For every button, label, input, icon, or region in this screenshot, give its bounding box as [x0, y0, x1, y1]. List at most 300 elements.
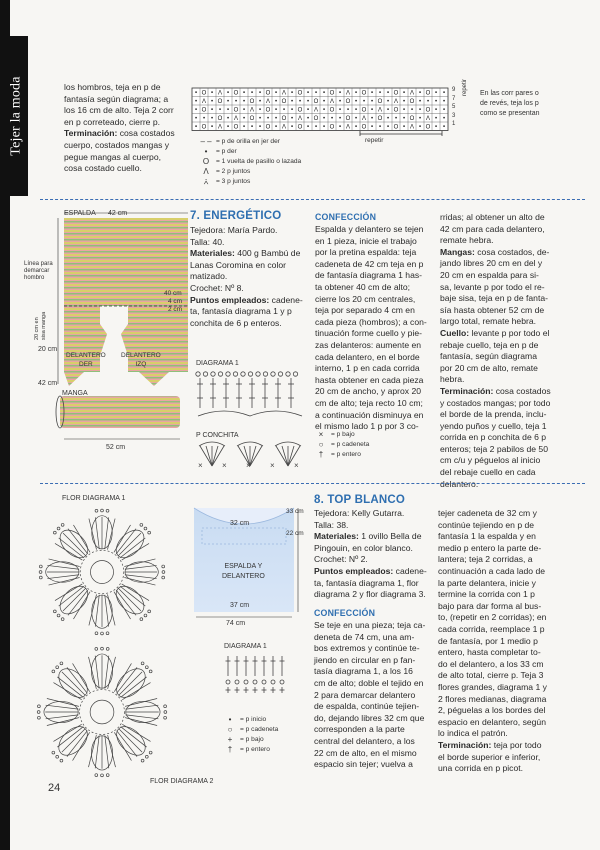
stitch-legend-8: [224, 715, 278, 755]
chart-symbol: •: [386, 90, 390, 97]
text-line: cada corrida, reemplace 1 p: [438, 623, 545, 634]
text-line: rridas; al obtener un alto de: [440, 212, 545, 222]
chart-symbol: O: [281, 116, 287, 122]
text-line: la parte delantera, inicie y: [438, 577, 536, 588]
chart-symbol: •: [322, 107, 326, 114]
flower-picot: [148, 610, 151, 613]
flower-picot: [164, 711, 167, 714]
stitch-mark: [275, 442, 301, 446]
legend-symbol: ○: [227, 725, 233, 734]
flower-stitch: [105, 595, 109, 627]
chart-symbol: •: [298, 99, 302, 105]
chart-symbol: •: [290, 107, 294, 114]
flower-picot: [162, 571, 165, 574]
flower-stitch: [105, 656, 109, 689]
stitch-mark: [212, 446, 218, 466]
chart-symbol: O: [345, 116, 351, 122]
text-line: espacio en delantero, según: [438, 716, 546, 727]
text-line: los 16 cm de alto. Teja 2 corr: [64, 105, 174, 116]
flor-diagrama-1-label: FLOR DIAGRAMA 1: [62, 495, 126, 502]
chart-symbol: Λ: [281, 124, 287, 131]
stitch-mark: [282, 446, 288, 466]
termination-label: Terminación:: [64, 128, 118, 139]
chart-symbol: O: [297, 90, 303, 97]
stitch-mark: ×: [198, 461, 203, 470]
chart-symbol: •: [210, 124, 214, 131]
stitch-mark: [253, 680, 257, 684]
energetico-schematic: [24, 206, 194, 464]
legend-row: [315, 440, 369, 450]
chart-symbol: O: [329, 124, 335, 131]
espalda-label: ESPALDA: [64, 210, 96, 217]
note-line: 20 cm en: [34, 317, 40, 340]
chart-symbol: O: [249, 116, 255, 122]
chart-symbol: •: [242, 107, 246, 114]
flower-stitch: [89, 735, 97, 767]
chart-symbol: •: [354, 116, 358, 122]
text-line: ta, fantasía diagrama 1 y p: [190, 306, 292, 317]
flower-center: [90, 560, 113, 583]
flower-stitch: [49, 577, 80, 585]
chart-symbol: •: [210, 90, 214, 97]
legend-text: = p entero: [240, 746, 270, 753]
pattern8-specs: [314, 508, 434, 601]
text-line: central del delantero, a los: [314, 735, 415, 746]
text-line: conchita de 6 p enteros.: [190, 317, 282, 328]
dim-4cm: 4 cm: [168, 298, 183, 305]
legend-row: [200, 167, 301, 177]
flower-stitch: [95, 736, 99, 769]
flower-ring: [80, 550, 124, 594]
pattern8-col2: [438, 508, 558, 740]
diagram1-label-8: DIAGRAMA 1: [224, 643, 267, 650]
flower-picot: [106, 647, 109, 650]
chart-symbol: O: [377, 116, 383, 122]
stitch-mark: [250, 446, 262, 466]
flower-stitch: [47, 565, 79, 569]
text-line: zas delanteros: aumente en: [315, 339, 422, 350]
text-line: espacio sin tejer; vuelva a: [314, 759, 413, 770]
stitch-mark: [233, 372, 237, 376]
flower-picot: [95, 647, 98, 650]
section-divider: [40, 199, 585, 200]
chart-symbol: •: [226, 124, 230, 131]
flower-picot: [101, 774, 104, 777]
chart-symbol: Λ: [217, 124, 223, 131]
legend-symbol: •: [228, 715, 232, 724]
chart-symbol: O: [265, 90, 271, 97]
text-line: fantasía según diagrama; a: [64, 93, 169, 104]
chart-symbol: •: [194, 99, 198, 105]
stitch-mark: ×: [270, 461, 275, 470]
cuello-label: Cuello:: [440, 327, 470, 338]
terminacion-label: Terminación:: [440, 385, 494, 396]
chart-symbol: •: [410, 107, 414, 114]
stitch-mark: [199, 442, 225, 446]
flower-stitch: [126, 715, 159, 719]
text-line: cosa costados: [117, 128, 175, 139]
flower-stitch: [107, 519, 115, 550]
section-divider: [40, 483, 585, 484]
chart-symbol: •: [274, 107, 278, 114]
chart-symbol: Λ: [425, 116, 431, 122]
legend-text: = p inicio: [240, 716, 267, 723]
chart-symbol: •: [402, 116, 406, 122]
chart-symbol: •: [354, 90, 358, 97]
pattern7-specs: [190, 225, 308, 329]
panel-label: DER: [79, 361, 93, 368]
flower-picot: [101, 647, 104, 650]
flower-picot: [60, 759, 63, 762]
chart-symbol: •: [306, 107, 310, 114]
stitch-mark: [206, 446, 212, 466]
stitch-mark: [196, 372, 200, 376]
stitch-mark: [237, 442, 263, 446]
flower-center: [90, 700, 114, 724]
chart-symbol: •: [242, 90, 246, 97]
chart-symbol: O: [217, 116, 223, 122]
chart-symbol: •: [290, 124, 294, 131]
pattern7-title: 7. ENERGÉTICO: [190, 210, 282, 222]
legend-text: = p cadeneta: [331, 441, 370, 448]
chart-symbol: •: [442, 99, 446, 105]
flower-picot: [164, 705, 167, 708]
panel-label: DELANTERO: [121, 352, 161, 359]
text-line: cm c/u y péguelos al inicio: [440, 455, 541, 466]
chart-symbol: Λ: [297, 116, 303, 122]
flower-stitch: [124, 577, 155, 585]
flower-picot: [37, 716, 40, 719]
chart-symbol: •: [258, 99, 262, 105]
text-line: en p correteado, cierre p.: [64, 116, 161, 127]
flower-stitch: [47, 699, 79, 707]
repeat-label: repetir: [365, 137, 384, 144]
chart-symbol: •: [354, 107, 358, 114]
dim-20cm: 20 cm: [38, 346, 58, 353]
panel-label: DELANTERO: [66, 352, 106, 359]
materiales-label: Materiales:: [314, 531, 359, 542]
text-line: to, (repetir en 2 corridas); en: [438, 612, 547, 623]
chart-note: [480, 89, 540, 119]
flower-stitch: [124, 559, 155, 567]
chart-symbol: •: [386, 107, 390, 114]
row-number: 5: [452, 104, 456, 110]
chart-symbol: •: [370, 107, 374, 114]
chart-symbol: •: [322, 90, 326, 97]
puntos-label: Puntos empleados:: [314, 565, 394, 576]
chart-symbol: O: [409, 99, 415, 105]
flower-stitch: [89, 519, 97, 550]
dim-2cm: 2 cm: [168, 306, 183, 313]
flower-stitch: [46, 715, 79, 719]
chart-symbol: Λ: [345, 124, 351, 131]
chart-symbol: •: [386, 99, 390, 105]
chart-symbol: •: [194, 116, 198, 122]
chart-symbol: •: [434, 99, 438, 105]
chart-symbol: •: [274, 99, 278, 105]
chart-symbol: O: [329, 90, 335, 97]
text-line: rebaje cuello, teja en p de: [440, 339, 539, 350]
flower-stitch: [95, 595, 99, 627]
terminacion-label: Terminación:: [438, 740, 492, 750]
row-number: 1: [452, 121, 456, 127]
text-line: hebra.: [440, 374, 465, 385]
flower-picot: [106, 774, 109, 777]
puntos-label: Puntos empleados:: [190, 294, 270, 305]
talla: Talla: 40.: [190, 236, 225, 247]
text-line: tinuación forme cuello y pie-: [315, 328, 422, 339]
chart-symbol: Λ: [217, 90, 223, 97]
flower-stitch: [89, 594, 97, 625]
flower-picot: [95, 509, 98, 512]
flower-stitch: [47, 718, 79, 726]
chart-symbol: O: [361, 90, 367, 97]
chart-symbol: •: [250, 124, 254, 131]
dim-42cm: 42 cm: [38, 380, 58, 387]
talla: Talla: 38.: [314, 519, 349, 530]
text-line: en 1 pieza, inicie el trabajo: [315, 235, 417, 246]
chart-symbol: Λ: [409, 124, 415, 131]
panel-label: IZQ: [135, 361, 147, 368]
chart-symbol: •: [322, 116, 326, 122]
flower-picot: [57, 527, 60, 530]
stitch-mark: [226, 372, 230, 376]
chart-symbol: Λ: [313, 107, 319, 114]
chart-symbol: O: [409, 116, 415, 122]
text-line: Espalda y delantero se tejen: [315, 224, 424, 234]
chart-symbol: O: [233, 124, 239, 131]
text-line: jiendo en circular en p fan-: [314, 654, 416, 665]
chart-symbol: •: [434, 90, 438, 97]
top-instructions: [64, 82, 182, 175]
stitch-mark: [241, 372, 245, 376]
legend-symbol: – –: [200, 137, 212, 146]
dim-74cm: 74 cm: [226, 620, 246, 627]
legend-row: [200, 177, 301, 187]
text-line: los hombros, teja en p de: [64, 82, 161, 92]
flower-picot: [162, 565, 165, 568]
chart-symbol: •: [258, 107, 262, 114]
text-line: interno, 1 p en cada corrida: [315, 363, 420, 374]
text-line: baje sisa, teja en p de fanta-: [440, 293, 548, 304]
note-line: como se presentan: [480, 110, 540, 117]
note-line: sisa manga: [40, 311, 47, 340]
note-line: En las corr pares o: [480, 90, 539, 97]
tejedora: Tejedora: Kelly Gutarra.: [314, 508, 405, 518]
chart-symbol: •: [418, 107, 422, 114]
text-line: corrida en p conchita de 6 p: [440, 432, 547, 443]
text-line: una corrida en p picot.: [438, 763, 524, 774]
flower-stitch: [126, 705, 159, 709]
flower-stitch: [89, 657, 97, 689]
chart-symbol: O: [201, 124, 207, 131]
flower-stitch: [108, 657, 116, 689]
dim-33cm: 33 cm: [286, 508, 304, 515]
flower-stitch: [108, 735, 116, 767]
text-line: do el delantero, a los 33 cm: [438, 658, 544, 669]
stitch-mark: [250, 446, 256, 466]
flower-picot: [53, 610, 56, 613]
text-line: pegue mangas al cuerpo,: [64, 151, 161, 162]
pattern8-title: 8. TOP BLANCO: [314, 494, 405, 506]
chart-symbol: Λ: [249, 107, 255, 114]
legend-text: = p bajo: [331, 431, 355, 438]
manga-label: MANGA: [62, 390, 88, 397]
chart-symbol: •: [434, 107, 438, 114]
chart-symbol: •: [338, 116, 342, 122]
flower-picot: [37, 711, 40, 714]
legend-text: = p entero: [331, 451, 361, 458]
repeat-vertical-label: repetir: [462, 78, 468, 96]
note-line: demarcar: [24, 268, 50, 274]
flower-stitch: [49, 559, 80, 567]
chart-legend: [200, 137, 301, 187]
text-line: bajo para dar forma al bus-: [438, 600, 542, 611]
text-line: 20 cm de ancho, y aprox 20: [315, 386, 422, 397]
chart-symbol: O: [425, 107, 431, 114]
conchita-label: P CONCHITA: [196, 432, 239, 439]
text-line: Se teje en una pieza; teja ca-: [314, 620, 426, 630]
flower-picot: [101, 632, 104, 635]
text-line: del rebaje cuello en cada: [440, 467, 536, 478]
stitch-mark: [248, 372, 252, 376]
stitch-legend-7: [315, 430, 369, 460]
chart-symbol: •: [194, 107, 198, 114]
chart-symbol: •: [306, 116, 310, 122]
pattern8-col1: [314, 620, 434, 771]
chart-symbol: Λ: [393, 99, 399, 105]
text-line: de espalda, continúe tejien-: [314, 701, 420, 712]
flower-picot: [144, 527, 147, 530]
legend-text: = p bajo: [240, 736, 264, 743]
flower-stitch: [95, 517, 99, 549]
text-line: fantasía 1 la espalda y en: [438, 531, 536, 542]
text-line: cadene-: [269, 294, 303, 305]
chart-symbol: O: [345, 99, 351, 105]
stitch-mark: [203, 372, 207, 376]
text-line: continúe tejiendo en p de: [438, 519, 535, 530]
text-line: diagrama 2 y flor diagrama 3.: [314, 589, 426, 600]
legend-row: [224, 715, 278, 725]
pattern7-col1: [315, 224, 432, 433]
chart-symbol: •: [418, 90, 422, 97]
panel-label: ESPALDA Y: [224, 563, 263, 570]
text-line: matizado.: [190, 271, 228, 282]
legend-symbol: •: [204, 147, 208, 156]
manga-panel: [60, 396, 180, 428]
text-line: cada delantero, en el borde: [315, 351, 420, 362]
chart-symbol: O: [377, 99, 383, 105]
flower-picot: [140, 523, 143, 526]
width-label: 42 cm: [108, 210, 128, 217]
flower-picot: [149, 670, 152, 673]
chart-symbol: •: [202, 116, 206, 122]
stitch-mark: [263, 372, 267, 376]
chart-symbol: •: [290, 99, 294, 105]
chart-grid: [192, 88, 448, 131]
text-line: corresponden a la parte: [314, 724, 405, 735]
chart-symbol: •: [370, 90, 374, 97]
chart-symbol: O: [393, 90, 399, 97]
chart-symbol: •: [306, 90, 310, 97]
text-line: 2 flores medianas, diagrama: [438, 693, 547, 704]
chart-symbol: •: [274, 116, 278, 122]
chart-symbol: Λ: [361, 116, 367, 122]
text-line: a continuación disminuya en: [315, 409, 424, 420]
text-line: cadeneta de 42 cm teja en p: [315, 258, 424, 269]
row-number: 3: [452, 112, 456, 119]
chart-symbol: •: [226, 90, 230, 97]
chart-symbol: Λ: [281, 90, 287, 97]
stitch-mark: [276, 446, 288, 466]
text-line: do, dejando libres 32 cm que: [314, 712, 425, 723]
sisa-note: [34, 312, 47, 340]
chart-symbol: •: [194, 90, 198, 97]
stitch-mark: [271, 680, 275, 684]
flower-stitch: [125, 718, 157, 726]
legend-row: [224, 745, 278, 755]
text-line: teja por separado 4 cm en: [315, 305, 415, 316]
row-number: 7: [452, 95, 456, 102]
legend-text: = 2 p juntos: [216, 168, 251, 175]
chart-symbol: •: [434, 124, 438, 131]
legend-text: = p cadeneta: [240, 726, 279, 733]
crochet: Crochet: Nº 2.: [314, 554, 368, 565]
chart-symbol: Λ: [201, 99, 207, 105]
chart-symbol: •: [338, 90, 342, 97]
mangas-label: Mangas:: [440, 246, 475, 257]
chart-symbol: •: [250, 90, 254, 97]
flor-diagrama-2-label: FLOR DIAGRAMA 2: [150, 778, 214, 785]
text-line: cuerpo, costados mangas y: [64, 139, 170, 150]
legend-symbol: †: [227, 745, 233, 754]
stitch-mark: [286, 372, 290, 376]
flower-drawing: [37, 509, 167, 777]
text-line: tejer cadeneta de 32 cm y: [438, 508, 537, 518]
legend-symbol: †: [318, 450, 324, 459]
legend-row: [315, 450, 369, 460]
text-line: entero, hasta completar to-: [438, 647, 541, 658]
chart-symbol: •: [418, 124, 422, 131]
text-line: el borde superior e inferior,: [438, 751, 541, 762]
flower-picot: [145, 666, 148, 669]
flower-picot: [101, 509, 104, 512]
text-line: lo indica el patrón.: [438, 728, 508, 739]
flower-stitch: [125, 565, 157, 569]
flower-picot: [141, 759, 144, 762]
chart-symbol: •: [442, 90, 446, 97]
text-line: ta, fantasía diagrama 1, flor: [314, 577, 419, 588]
flower-picot: [57, 614, 60, 617]
stitch-drawing: [198, 442, 301, 470]
flower-stitch: [107, 594, 115, 625]
chart-symbol: •: [418, 99, 422, 105]
text-line: deneta de 74 cm, una am-: [314, 631, 415, 642]
chart-symbol: •: [402, 99, 406, 105]
flower-picot: [141, 662, 144, 665]
page-number: 24: [48, 782, 61, 794]
chart-symbol: •: [402, 90, 406, 97]
chart-symbol: •: [330, 116, 334, 122]
diagram1-drawing: [194, 368, 306, 426]
flower-stitch: [47, 575, 79, 579]
chart-symbol: •: [258, 124, 262, 131]
chart-symbol: O: [425, 124, 431, 131]
stitch-mark: [226, 680, 230, 684]
flower-diagrams: [30, 502, 190, 792]
chart-symbol: O: [265, 107, 271, 114]
stitch-drawing: [196, 372, 302, 416]
